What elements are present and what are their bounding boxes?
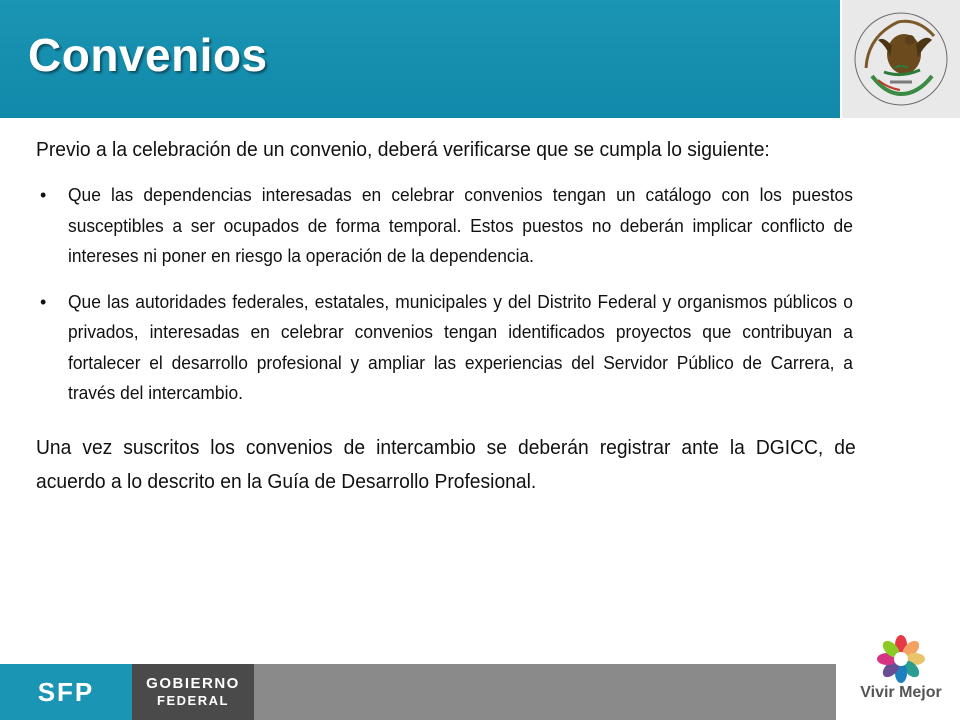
flower-icon xyxy=(876,634,926,684)
list-item xyxy=(36,287,856,409)
closing-paragraph: Una vez suscritos los convenios de intercambio se deberán registrar ante la DGICC, de acuerdo a lo descrito en la Guía de Desarrollo Profesional. xyxy=(36,435,856,493)
list-item-text: Que las dependencias interesadas en celebrar convenios tengan un catálogo con los puestos susceptibles a ser ocupados de forma temporal. Estos puestos no deberán implicar conflicto de intereses ni poner en riesgo la operación de la dependencia. xyxy=(68,184,853,266)
content-body xyxy=(36,133,856,499)
bullet-icon: • xyxy=(40,185,47,205)
list-item xyxy=(36,180,856,272)
bullet-icon: • xyxy=(40,291,47,312)
header-bar xyxy=(0,0,840,118)
sfp-logo: SFP xyxy=(0,664,132,720)
gobierno-federal-logo xyxy=(132,664,254,720)
intro-paragraph: Previo a la celebración de un convenio, deberá verificarse que se cumpla lo siguiente: xyxy=(36,138,770,161)
list-item-text: Que las autoridades federales, estatales, municipales y del Distrito Federal y organismos públicos o privados, interesadas en celebrar convenios tengan identificados proyectos que contribuyan a fortalecer el desarrollo profesional y ampliar las experiencias del Servidor Público de Carrera, a través del intercambio. xyxy=(68,290,853,403)
gobierno-label: GOBIERNO xyxy=(146,675,240,692)
mexican-seal-logo xyxy=(842,0,960,118)
federal-label: FEDERAL xyxy=(157,693,229,708)
page-title: Convenios xyxy=(28,29,268,81)
eagle-seal-icon xyxy=(848,6,954,112)
vivir-mejor-logo xyxy=(842,628,960,720)
requirements-list xyxy=(36,180,856,409)
footer-bar xyxy=(0,664,836,720)
vivir-mejor-label: Vivir Mejor xyxy=(860,684,942,701)
